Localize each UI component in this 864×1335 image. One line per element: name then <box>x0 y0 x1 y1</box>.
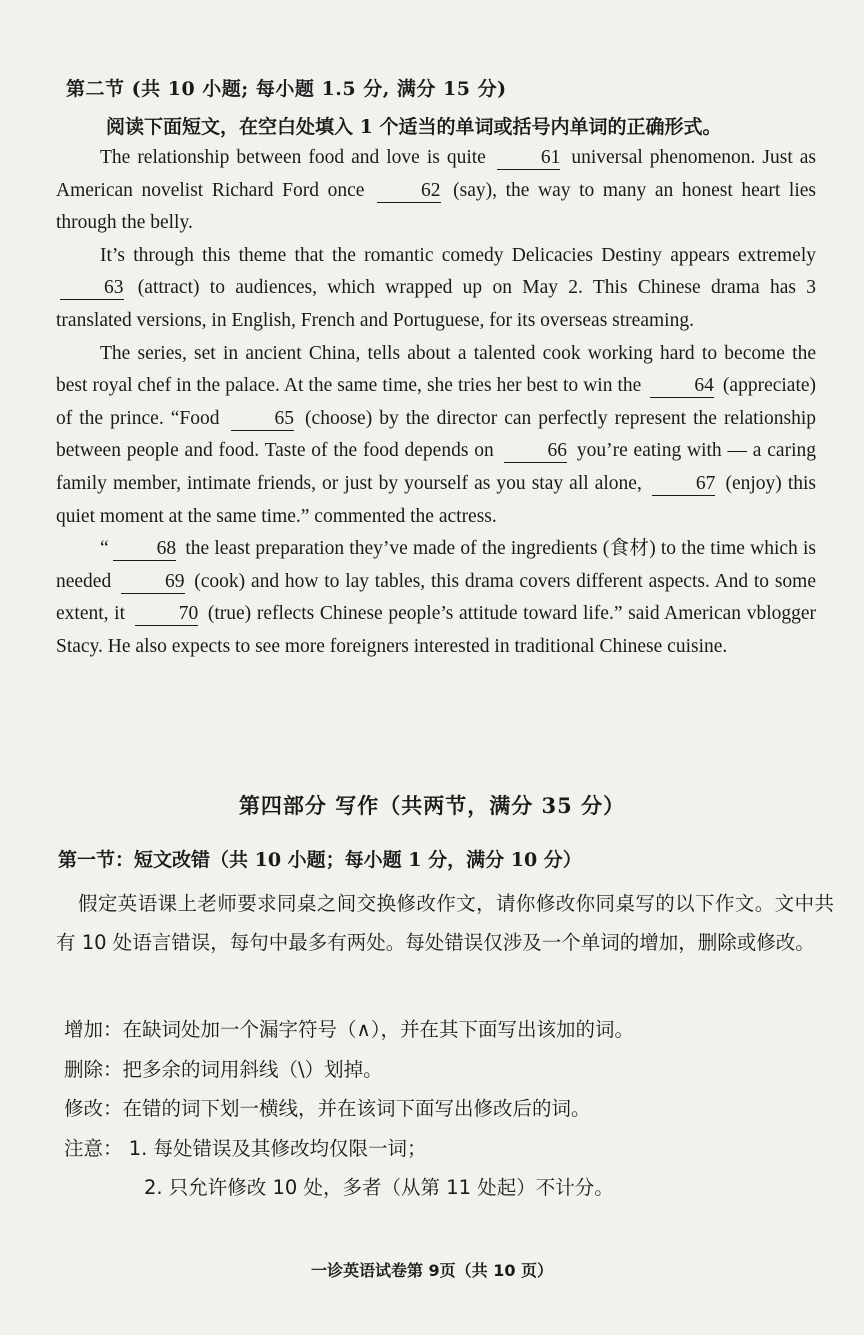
blank-65: 65 <box>231 408 295 431</box>
error-correction-instruction <box>56 884 834 962</box>
error-correction-title: 第一节：短文改错（共 10 小题；每小题 1 分，满分 10 分） <box>58 849 582 871</box>
passage-text: you’re eating with — a caring family member, intimate friends, or just by yourself as you stay all alone, <box>56 440 816 494</box>
passage-paragraph-2 <box>56 240 816 338</box>
blank-63: 63 <box>60 277 124 300</box>
page-footer: 一诊英语试卷第 9页（共 10 页） <box>310 1261 554 1280</box>
passage-text: (say), the way to many an honest heart lies through the belly. <box>56 179 817 234</box>
blank-64: 64 <box>650 375 714 398</box>
passage-text: (appreciate) of the prince. “Food <box>56 375 817 429</box>
reading-passage <box>56 142 816 664</box>
passage-text: (enjoy) this quiet moment at the same time.” commented the actress. <box>56 472 817 527</box>
blank-61: 61 <box>497 147 561 170</box>
passage-paragraph-4 <box>56 533 816 663</box>
correction-rules <box>64 1010 834 1208</box>
passage-paragraph-1 <box>56 142 816 240</box>
passage-text: The series, set in ancient China, tells about a talented cook working hard to become the best royal chef in the palace. At the same time, she tries her best to win the <box>56 342 816 397</box>
passage-text: universal phenomenon. Just as American novelist Richard Ford once <box>56 147 816 201</box>
blank-70: 70 <box>135 603 199 626</box>
passage-text: (cook) and how to lay tables, this drama covers different aspects. And to some extent, it <box>56 570 816 625</box>
passage-text: (true) reflects Chinese people’s attitude toward life.” said American vblogger Stacy. He also expects to see more foreigners interested in traditional Chinese cuisine. <box>56 603 817 657</box>
part-four-title: 第四部分 写作（共两节，满分 35 分） <box>238 793 626 818</box>
passage-text: the least preparation they’ve made of the ingredients (食材) to the time which is needed <box>56 538 816 592</box>
rule-modify: 修改：在错的词下划一横线，并在该词下面写出修改后的词。 <box>64 1097 591 1120</box>
passage-text: “ <box>100 538 109 560</box>
blank-67: 67 <box>652 473 716 496</box>
passage-text: The relationship between food and love is quite <box>100 147 486 168</box>
blank-62: 62 <box>377 180 441 203</box>
blank-69: 69 <box>121 571 185 594</box>
section-instruction: 阅读下面短文，在空白处填入 1 个适当的单词或括号内单词的正确形式。 <box>106 116 722 138</box>
passage-text: (choose) by the director can perfectly represent the relationship between people and food. Taste of the food depends on <box>56 407 817 462</box>
section-title: 第二节 (共 10 小题; 每小题 1.5 分, 满分 15 分) <box>66 78 507 100</box>
passage-paragraph-3 <box>56 338 816 534</box>
blank-68: 68 <box>113 538 177 561</box>
note-1: 注意： 1. 每处错误及其修改均仅限一词； <box>64 1136 427 1160</box>
note-2: 2. 只允许修改 10 处，多者（从第 11 处起）不计分。 <box>144 1176 614 1199</box>
rule-add: 增加：在缺词处加一个漏字符号（∧），并在其下面写出该加的词。 <box>64 1018 635 1041</box>
passage-text: (attract) to audiences, which wrapped up on May 2. This Chinese drama has 3 translated versions, in English, French and Portuguese, for its overseas streaming. <box>56 277 816 331</box>
instruction-text: 假定英语课上老师要求同桌之间交换修改作文，请你修改你同桌写的以下作文。文中共有 10 处语言错误，每句中最多有两处。每处错误仅涉及一个单词的增加，删除或修改。 <box>56 892 834 954</box>
rule-delete: 删除：把多余的词用斜线（\）划掉。 <box>64 1057 383 1081</box>
blank-66: 66 <box>504 440 568 463</box>
passage-text: It’s through this theme that the romantic comedy Delicacies Destiny appears extremely <box>100 244 816 266</box>
